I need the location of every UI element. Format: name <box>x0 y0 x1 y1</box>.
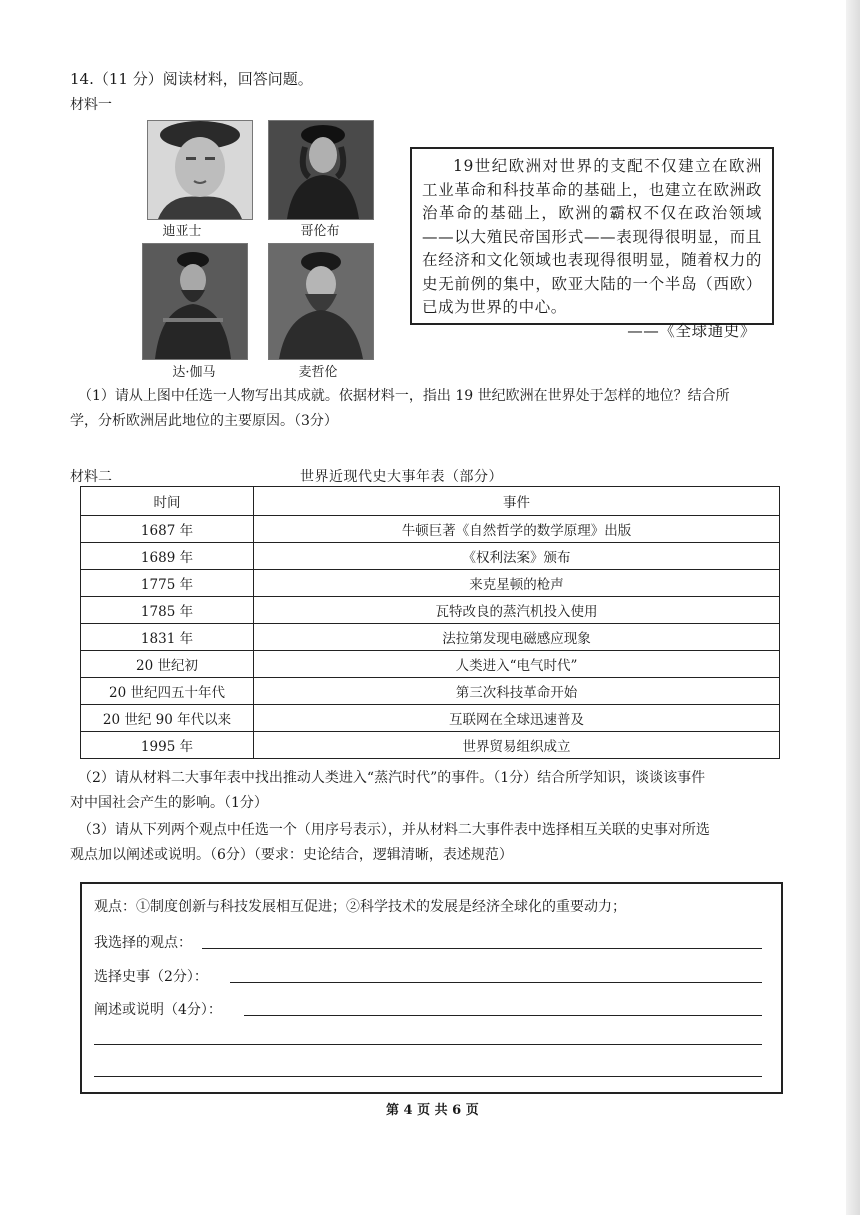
table-row <box>81 516 780 543</box>
portrait-magellan <box>268 243 374 360</box>
table-row <box>81 597 780 624</box>
material2-label: 材料二 <box>70 469 112 485</box>
table-row <box>81 651 780 678</box>
time-cell: 1785 年 <box>81 597 254 624</box>
portrait-caption: 迪亚士 <box>162 224 202 239</box>
table-header-row <box>81 487 780 516</box>
material1-label: 材料一 <box>70 97 112 113</box>
time-cell: 20 世纪初 <box>81 651 254 678</box>
answer-line[interactable] <box>94 1044 762 1045</box>
portrait-columbus <box>268 120 374 220</box>
quote-box <box>410 147 774 340</box>
choose-viewpoint-label: 我选择的观点： <box>94 935 192 951</box>
event-cell: 《权利法案》颁布 <box>254 543 780 570</box>
question-title: 14.（11 分）阅读材料，回答问题。 <box>70 70 313 88</box>
sub-question-3-line2: 观点加以阐述或说明。（6分）（要求：史论结合，逻辑清晰，表述规范） <box>70 847 513 863</box>
quote-source: ——《全球通史》 <box>627 321 756 340</box>
event-cell: 牛顿巨著《自然哲学的数学原理》出版 <box>254 516 780 543</box>
table-row <box>81 678 780 705</box>
answer-line-explain[interactable] <box>244 1015 762 1016</box>
time-cell: 20 世纪四五十年代 <box>81 678 254 705</box>
page-footer: 第 4 页 共 6 页 <box>386 1103 479 1118</box>
time-cell: 1831 年 <box>81 624 254 651</box>
portrait-caption: 达·伽马 <box>172 365 216 380</box>
sub-question-2-line1: （2）请从材料二大事年表中找出推动人类进入“蒸汽时代”的事件。（1分）结合所学知识，谈谈该事件 <box>78 770 706 786</box>
answer-line-events[interactable] <box>230 982 762 983</box>
table-row <box>81 543 780 570</box>
header-event: 事件 <box>254 487 780 516</box>
event-cell: 来克星顿的枪声 <box>254 570 780 597</box>
events-table <box>80 486 780 759</box>
time-cell: 1687 年 <box>81 516 254 543</box>
time-cell: 1775 年 <box>81 570 254 597</box>
portrait-caption: 哥伦布 <box>300 224 340 239</box>
answer-line[interactable] <box>94 1076 762 1077</box>
header-time: 时间 <box>81 487 254 516</box>
table-row <box>81 570 780 597</box>
time-cell: 1995 年 <box>81 732 254 759</box>
sub-question-1-line1: （1）请从上图中任选一人物写出其成就。依据材料一，指出 19 世纪欧洲在世界处于怎样的地位？结合所 <box>78 388 730 404</box>
event-cell: 法拉第发现电磁感应现象 <box>254 624 780 651</box>
table-row <box>81 732 780 759</box>
time-cell: 1689 年 <box>81 543 254 570</box>
answer-line-viewpoint[interactable] <box>202 948 762 949</box>
time-cell: 20 世纪 90 年代以来 <box>81 705 254 732</box>
sub-question-2-line2: 对中国社会产生的影响。（1分） <box>70 795 268 811</box>
explain-label: 阐述或说明（4分）： <box>94 1002 222 1018</box>
choose-events-label: 选择史事（2分）： <box>94 969 208 985</box>
sub-question-1-line2: 学，分析欧洲居此地位的主要原因。（3分） <box>70 413 338 429</box>
table-row <box>81 624 780 651</box>
portrait-caption: 麦哲伦 <box>298 365 338 380</box>
event-cell: 互联网在全球迅速普及 <box>254 705 780 732</box>
event-cell: 世界贸易组织成立 <box>254 732 780 759</box>
table-title: 世界近现代史大事年表（部分） <box>300 469 503 485</box>
scan-edge <box>846 0 860 1215</box>
answer-box <box>80 882 783 1094</box>
viewpoints-text: 观点：①制度创新与科技发展相互促进；②科学技术的发展是经济全球化的重要动力； <box>94 899 626 915</box>
portrait-da-gama <box>142 243 248 360</box>
event-cell: 人类进入“电气时代” <box>254 651 780 678</box>
sub-question-3-line1: （3）请从下列两个观点中任选一个（用序号表示），并从材料二大事件表中选择相互关联的史事对所选 <box>78 822 710 838</box>
quote-text: 19世纪欧洲对世界的支配不仅建立在欧洲工业革命和科技革命的基础上，也建立在欧洲政治革命的基础上，欧洲的霸权不仅在政治领域——以大殖民帝国形式——表现得很明显，而且在经济和文化领域也表现得很明显，随着权力的史无前例的集中，欧亚大陆的一个半岛（西欧）已成为世界的中心。 <box>422 157 762 316</box>
table-row <box>81 705 780 732</box>
portrait-dias <box>147 120 253 220</box>
event-cell: 第三次科技革命开始 <box>254 678 780 705</box>
event-cell: 瓦特改良的蒸汽机投入使用 <box>254 597 780 624</box>
